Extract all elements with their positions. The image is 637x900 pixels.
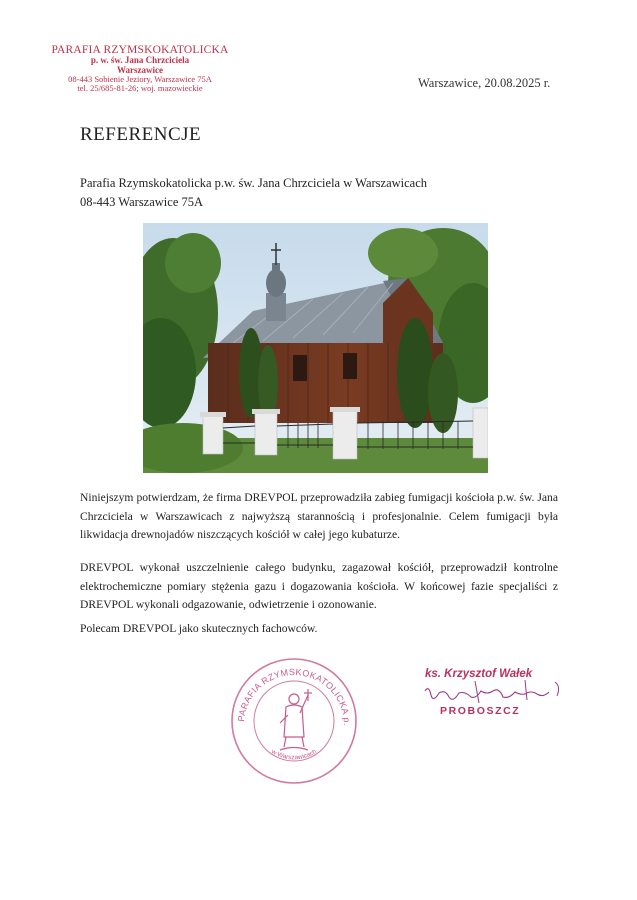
round-parish-stamp <box>228 655 360 787</box>
parish-header-stamp <box>50 44 230 93</box>
recipient-address-line2: 08-443 Warszawice 75A <box>80 195 204 209</box>
church-photo <box>143 223 488 473</box>
recipient-address-line1: Parafia Rzymskokatolicka p.w. św. Jana Chrzciciela w Warszawicach <box>80 176 428 190</box>
svg-text:w Warszawicach <box>269 748 318 762</box>
stamp-line-phone: tel. 25/685-81-26; woj. mazowieckie <box>77 82 203 93</box>
priest-role: PROBOSZCZ <box>440 705 521 717</box>
body-paragraph-2: DREVPOL wykonał uszczelnienie całego budynku, zagazował kościół, przeprowadził kontrolne elektrochemiczne pomiary stężenia gazu i dogazowania kościoła. W końcowej fazie specjaliści z DREVPOL wykonali odgazowanie, odwietrzenie i ozonowanie. <box>80 561 558 611</box>
body-paragraph-1: Niniejszym potwierdzam, że firma DREVPOL przeprowadziła zabieg fumigacji kościoła p.w. św. Jana Chrzciciela w Warszawicach z najwyższą starannością i profesjonalnie. Celem fumigacji była likwidacja drewnojadów niszczących kościół w całej jego kubaturze. <box>80 491 558 541</box>
saint-figure-icon <box>280 689 312 750</box>
stamp-line-patron: p. w. św. Jana Chrzciciela <box>90 55 190 66</box>
stamp-line-place: Warszawice <box>117 64 163 75</box>
stamp-line-address: 08-443 Sobienie Jeziory, Warszawice 75A <box>68 73 212 84</box>
document-date: Warszawice, 20.08.2025 r. <box>418 76 551 90</box>
document-title: REFERENCJE <box>80 124 202 145</box>
stamp-outer-text: PARAFIA RZYMSKOKATOLICKA p. <box>236 666 353 726</box>
priest-name: ks. Krzysztof Wałek <box>425 668 533 680</box>
stamp-line-parish: PARAFIA RZYMSKOKATOLICKA <box>51 44 229 56</box>
body-paragraph-3: Polecam DREVPOL jako skutecznych fachowców. <box>80 622 318 635</box>
stamp-bottom-text: w Warszawicach <box>270 748 318 762</box>
